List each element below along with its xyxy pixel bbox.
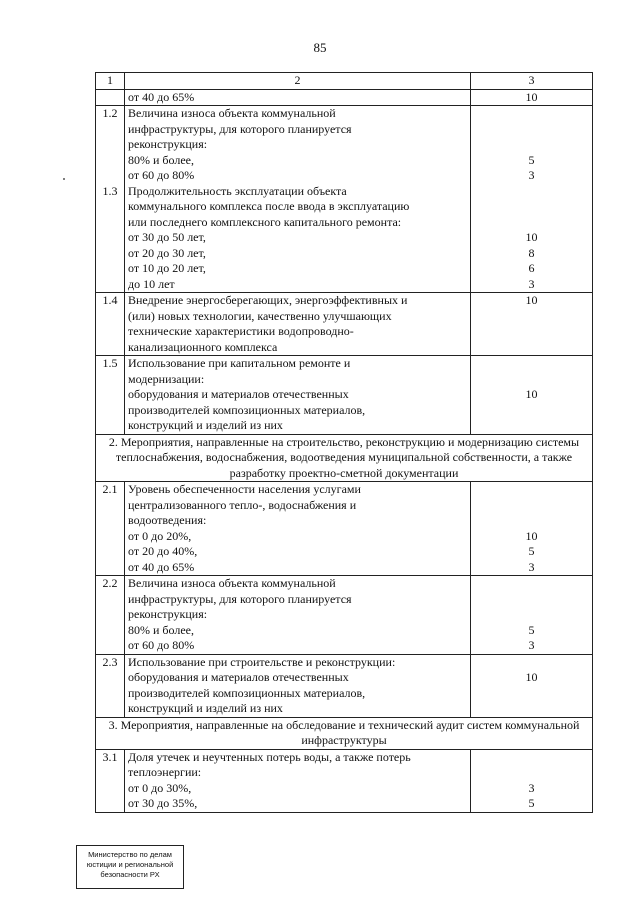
stamp-line: безопасности РХ xyxy=(100,870,160,879)
score-value xyxy=(474,215,589,231)
criterion-line: водоотведения: xyxy=(128,513,207,527)
criteria-table-body xyxy=(96,73,593,813)
criterion-line: Величина износа объекта коммунальной xyxy=(128,106,336,120)
row-number: 3.1 xyxy=(102,749,118,764)
criterion-line: от 30 до 50 лет, xyxy=(128,230,206,244)
row-number-cell xyxy=(96,89,125,106)
criterion-line: от 40 до 65% xyxy=(128,559,195,574)
table-row xyxy=(96,293,593,356)
criterion-line: централизованного тепло-, водоснабжения и xyxy=(128,497,357,512)
score-cell xyxy=(471,356,593,435)
score-cell xyxy=(471,576,593,655)
score-value: 8 xyxy=(528,245,535,260)
criterion-line: от 60 до 80% xyxy=(128,638,195,652)
score-value: 5 xyxy=(528,152,535,167)
criterion-line: Величина износа объекта коммунальной xyxy=(128,576,336,590)
table-row xyxy=(96,106,593,293)
criterion-cell xyxy=(125,654,471,717)
criterion-line: конструкций и изделий из них xyxy=(128,701,283,715)
score-value: 3 xyxy=(528,638,535,652)
row-number: 1.3 xyxy=(102,183,118,198)
header-col-3: 3 xyxy=(471,73,593,90)
row-number-cell xyxy=(96,293,125,356)
score-cell xyxy=(471,482,593,576)
criterion-line: от 60 до 80% xyxy=(128,168,195,182)
criterion-cell xyxy=(125,89,471,106)
criterion-line: оборудования и материалов отечественных xyxy=(128,670,349,684)
criterion-line: Внедрение энергосберегающих, энергоэффективных и xyxy=(128,293,408,307)
criterion-line: модернизации: xyxy=(128,371,205,386)
row-number-cell xyxy=(96,576,125,655)
criterion-line: до 10 лет xyxy=(128,276,175,291)
criterion-line: от 10 до 20 лет, xyxy=(128,261,206,275)
criteria-table xyxy=(95,72,593,813)
row-number-cell xyxy=(96,749,125,812)
criterion-line: канализационного комплекса xyxy=(128,339,278,354)
criterion-line: конструкций и изделий из них xyxy=(128,418,283,432)
score-value: 3 xyxy=(528,168,535,182)
row-number: 2.3 xyxy=(102,654,118,669)
criterion-line: теплоэнергии: xyxy=(128,765,202,779)
score-value: 5 xyxy=(528,622,535,637)
score-value: 10 xyxy=(525,528,538,543)
score-value: 3 xyxy=(528,559,535,574)
criterion-line: реконструкция: xyxy=(128,607,208,621)
scan-speck xyxy=(63,178,65,180)
criterion-line: от 20 до 30 лет, xyxy=(128,245,206,260)
criterion-line: от 20 до 40%, xyxy=(128,544,198,558)
row-number: 1.5 xyxy=(102,356,118,370)
section-row xyxy=(96,434,593,482)
criterion-line: от 40 до 65% xyxy=(128,89,195,104)
stamp-line: юстиции и региональной xyxy=(86,860,174,869)
criterion-cell xyxy=(125,106,471,293)
score-value: 10 xyxy=(525,387,538,401)
table-row xyxy=(96,576,593,655)
criterion-line: коммунального комплекса после ввода в эксплуатацию xyxy=(128,199,410,213)
criterion-cell xyxy=(125,293,471,356)
table-row xyxy=(96,89,593,106)
criterion-line: Использование при строительстве и реконструкции: xyxy=(128,654,396,669)
criterion-line: производителей композиционных материалов, xyxy=(128,685,366,700)
criterion-cell xyxy=(125,482,471,576)
criterion-line: 80% и более, xyxy=(128,622,195,637)
page-number: 85 xyxy=(313,40,327,55)
score-cell xyxy=(471,293,593,356)
criterion-cell xyxy=(125,576,471,655)
criterion-line: инфраструктуры, для которого планируется xyxy=(128,121,352,136)
criterion-line: Продолжительность эксплуатации объекта xyxy=(128,183,347,198)
row-number-cell xyxy=(96,106,125,293)
score-value: 6 xyxy=(528,261,535,275)
criterion-line: реконструкция: xyxy=(128,137,208,151)
row-number-cell xyxy=(96,654,125,717)
score-value: 10 xyxy=(525,670,538,684)
row-number: 1.4 xyxy=(102,293,118,307)
criterion-line: 80% и более, xyxy=(128,152,195,167)
criterion-cell xyxy=(125,356,471,435)
header-col-2: 2 xyxy=(125,73,471,90)
criterion-line: оборудования и материалов отечественных xyxy=(128,387,349,401)
section-heading: 2. Мероприятия, направленные на строительство, реконструкцию и модернизацию системы теплоснабжения, водоснабжения, водоотведения муниципальной собственности, а также разработку проектно-сметной документации xyxy=(96,434,593,482)
header-col-1: 1 xyxy=(96,73,125,90)
row-number-cell xyxy=(96,356,125,435)
criterion-line: производителей композиционных материалов, xyxy=(128,402,366,417)
score-cell xyxy=(471,749,593,812)
score-value: 3 xyxy=(528,780,535,795)
criterion-line: технические характеристики водопроводно- xyxy=(128,324,354,338)
row-number: 2.2 xyxy=(102,576,118,590)
criterion-line: Уровень обеспеченности населения услугами xyxy=(128,482,361,496)
score-cell xyxy=(471,106,593,293)
table-row xyxy=(96,482,593,576)
score-value: 10 xyxy=(525,293,538,307)
criterion-cell xyxy=(125,749,471,812)
section-heading: 3. Мероприятия, направленные на обследование и технический аудит систем коммунальной инфраструктуры xyxy=(96,717,593,749)
criterion-line: инфраструктуры, для которого планируется xyxy=(128,591,352,606)
score-value: 10 xyxy=(525,230,538,244)
criterion-line: от 0 до 20%, xyxy=(128,528,192,543)
score-value: 10 xyxy=(525,89,538,104)
criterion-line: или последнего комплексного капитального ремонта: xyxy=(128,214,402,229)
score-value: 5 xyxy=(528,796,535,810)
table-row xyxy=(96,654,593,717)
score-cell xyxy=(471,89,593,106)
score-value: 5 xyxy=(528,544,535,558)
row-number: 1.2 xyxy=(102,106,118,120)
criterion-line: Использование при капитальном ремонте и xyxy=(128,356,351,370)
section-row xyxy=(96,717,593,749)
row-number: 2.1 xyxy=(102,482,118,496)
table-row xyxy=(96,356,593,435)
criterion-line: от 30 до 35%, xyxy=(128,796,198,810)
table-header-row xyxy=(96,73,593,90)
criterion-line: от 0 до 30%, xyxy=(128,780,192,795)
score-value xyxy=(474,184,589,200)
stamp-line: Министерство по делам xyxy=(88,850,172,859)
row-number-cell xyxy=(96,482,125,576)
criterion-line: (или) новых технологии, качественно улучшающих xyxy=(128,308,392,323)
score-cell xyxy=(471,654,593,717)
ministry-stamp xyxy=(76,845,184,889)
criterion-line: Доля утечек и неучтенных потерь воды, а также потерь xyxy=(128,749,411,764)
score-value xyxy=(474,199,589,215)
table-row xyxy=(96,749,593,812)
score-value: 3 xyxy=(528,276,535,291)
